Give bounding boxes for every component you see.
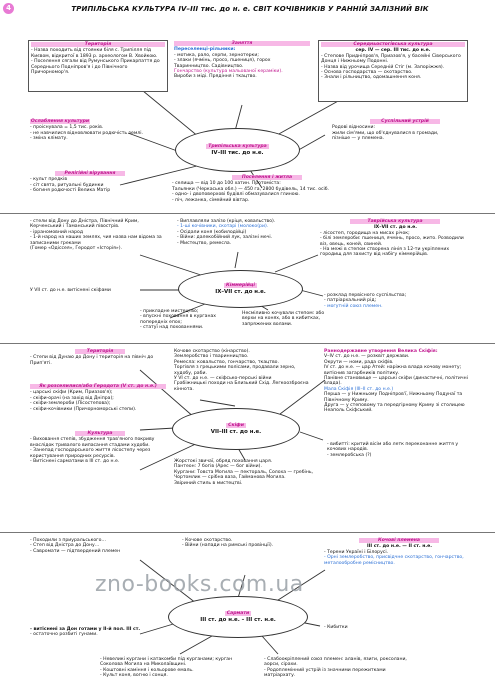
text-line: Родові відносини:: [332, 125, 376, 131]
text-line: - Занепад господарського життя лісостепу через користування природних ресурсів.: [30, 448, 151, 459]
text-line: - стели від Дону до Дністра, Північний Крим, Керченський і Таманський півострів.: [30, 219, 139, 230]
box-subheading: III ст. до н.е. — II ст. н.е.: [366, 544, 433, 550]
text-line: - білі землероби: пшениця, ячмінь, просо, жито. Розводили віз, овець, коней, свиней.: [320, 236, 464, 247]
box-heading: Як розселилися/або Геродота (V ст. до н.е.): [30, 384, 166, 389]
section-divider: [0, 213, 495, 214]
sarmatians-society-box: [262, 656, 412, 686]
page-number-badge: 4: [3, 3, 14, 14]
text-line: - Осідали коня (кобилодійці): [177, 229, 247, 235]
text-line: - богиня родючості Велика Матір: [30, 188, 111, 194]
sarmatians-burial-box: [98, 656, 243, 692]
text-line: - зміна клімату.: [30, 136, 68, 142]
text-line: - Орні землеробство, присвідчне скотарство, гончарство, металообробне ремісництво.: [324, 555, 464, 566]
text-line: - Кочове скотарство.: [182, 538, 233, 543]
text-line: - На межі в степом створена лінія з 12-ти укріплених городищ для захисту від набігу кіммерійців.: [320, 247, 450, 258]
text-line: - впускні поховання в курганах попередніх епох;: [140, 314, 217, 325]
node-period: VII–III ст. до н.е.: [210, 429, 262, 436]
text-line: - культ предків: [30, 177, 68, 183]
text-line: У VI ст. до н.е. — скіфсько-перські війни: [174, 376, 272, 382]
text-line: Жорстокі звичаї, обряд поховання царя.: [174, 459, 273, 464]
box-subheading: IX–VII ст. до н.е.: [373, 225, 418, 231]
text-line: - скіфи-землероби (Лісостепова);: [30, 401, 111, 407]
text-line: - витіснені за Дон готами у ІІ-й пол. ІІІ ст.: [30, 627, 141, 632]
text-line: Грабіжницькі походи на Близький Схід. Легкоозброєна кіннота.: [174, 381, 309, 392]
box-heading: Поселення і житла: [232, 175, 302, 180]
text-line: - проіснувала = 1,5 тис. років.: [30, 125, 104, 131]
text-line: IV ст. до н.е. — цар Атей: наріжна влада кочову монету; витіснив загарбників політику.: [324, 365, 462, 376]
trypillia-decline-box: [28, 118, 173, 148]
trypillia-social-box: [330, 118, 480, 148]
text-line: - лісостеп, городища на мисах річок;: [320, 230, 410, 236]
scythians-groups-box: [28, 383, 168, 423]
text-line: Несміливно кочували степом: або верхи на конях, або в кибитках, запряжених волами.: [242, 311, 325, 327]
trypillia-religion-box: [28, 170, 158, 205]
text-line: - піч, лежанка, сімейний вівтар.: [172, 197, 250, 203]
scythians-fall-box: [325, 441, 475, 465]
text-line: Гончарство (культура мальованої кераміки).: [174, 69, 283, 75]
text-line: - Родоплемінний устрій із значними пережитками матріархату.: [264, 667, 386, 679]
box-heading: Середньостогівська культура: [321, 42, 465, 47]
text-line: - Назва від урочища Середній Стіг (м. Запоріжжя).: [321, 64, 445, 70]
text-line: Переселенці-рільники:: [174, 47, 236, 53]
text-line: - одно- і двоповерхові будівлі обмазувалися глиною.: [172, 192, 300, 198]
node-period: IX–VII ст. до н.е.: [215, 289, 266, 296]
text-line: - 1-ші кочівники, скотарі (молоко(ри).: [177, 224, 269, 230]
node-heading: Скіфи: [228, 422, 244, 428]
text-line: - скіфи-орачі (на захід від Дніпра);: [30, 395, 114, 401]
text-line: - Степ від Дністра до Дону…: [30, 543, 100, 549]
scythians-economy-box: [172, 348, 317, 406]
zarubyntsi-box: [322, 537, 477, 577]
text-line: - Виховання степів, збудження трав'яного покриву внаслідок тривалого випасання стадами худоби.: [30, 437, 155, 448]
text-line: Перша — у Нижньому Подніпров'ї, Нижньому Подунаї та Північному Криму.: [324, 392, 463, 403]
watermark: zno-books.com.ua: [95, 572, 304, 597]
text-line: - царські скіфи (Крим, Приазов'я);: [30, 390, 113, 396]
text-line: - Терени Україні і Білорусі.: [324, 549, 389, 555]
text-line: У VII ст. до н.е. витіснені скіфами: [30, 288, 111, 293]
text-line: V–IV ст. до н.е. — розквіт держави.: [324, 354, 410, 360]
text-line: Землеробство і тваринництво.: [174, 354, 249, 360]
text-line: - землеробська (?): [327, 452, 372, 458]
node-period: III ст. до н.е. – III ст. н.е.: [200, 617, 276, 624]
cimmerians-expelled-box: [28, 287, 140, 297]
scythians-territory-box: [28, 348, 168, 366]
scythians-node: [172, 408, 300, 450]
box-heading: Раннодержавне утворення Велика Скіфія:: [324, 349, 438, 354]
trypillia-dwellings-box: [170, 174, 360, 209]
text-line: - Основа господарства — скотарство.: [321, 70, 413, 76]
text-line: - Поселення сягали від Румунського Прикарпаття до Середнього Подніпров'я і до Північного Причорномор'я.: [31, 59, 160, 76]
great-scythia-box: [322, 348, 477, 438]
text-line: - 1-й народ на наших землях, чия назва нам відома за записаними греками: [30, 235, 162, 246]
text-line: - Степове Придніпров'я, Приазов'я, у басейні Сіверського Донця і Нижньому Подонні.: [321, 53, 461, 65]
cimmerians-economy-box: [175, 218, 305, 258]
scythians-decline-box: [28, 430, 168, 488]
sarmatians-origin-box: [28, 537, 168, 565]
text-line: (Гомер «Одіссея», Геродот «Історія»).: [30, 246, 122, 252]
text-line: Панівне становище — царські скіфи (династичні, політичні влада).: [324, 376, 468, 387]
text-line: Тваринництво. Садівництво.: [174, 63, 244, 69]
text-line: - ірраномовний народ: [30, 229, 83, 235]
text-line: Мала Скіфія (ІІІ–ІІ ст. до н.е.): [324, 386, 394, 392]
text-line: - Кибитки: [324, 625, 348, 630]
trypillia-territory-box: [28, 40, 168, 92]
text-line: Друга — у степовому та передгірному Криму зі столицею Неаполь Скіфський.: [324, 403, 465, 414]
cimmerians-territory-box: [28, 218, 173, 260]
cimmerians-node: [178, 270, 303, 308]
trypillia-economy-box: [172, 40, 312, 100]
cimmerians-society-box: [322, 292, 472, 314]
text-line: Торгівля з грецькими полісами, продавали зерно, худобу, раби.: [174, 365, 296, 376]
chornolis-culture-box: [318, 218, 473, 274]
text-line: - Походили з приуральського…: [30, 538, 106, 543]
box-heading: Територія: [31, 42, 165, 47]
node-period: IV–III тис. до н.е.: [211, 150, 264, 157]
box-heading: Заняття: [174, 41, 310, 46]
box-subheading: сер. IV — сер. III тис. до н.е.: [355, 48, 431, 54]
text-line: - Культ коня, вогню і сонця.: [100, 673, 168, 679]
text-line: Пантеон: 7 богів (Арес — бог війни).: [174, 464, 262, 470]
text-line: Окрути — номи, рада скіфів.: [324, 359, 394, 365]
text-line: - не навчилися відновлювати родючість землі.: [30, 130, 143, 136]
text-line: жили сім'ями, що об'єднувалися в громади,: [332, 130, 439, 136]
text-line: - Степи від Дунаю до Дону і територія на північ до Прип'яті.: [30, 355, 154, 366]
text-line: - Мистецтво, ремесла.: [177, 240, 232, 246]
text-line: - Савромати — підтвердений племен: [30, 548, 121, 554]
sarmatians-economy-box: [180, 537, 320, 557]
text-line: - вибитті: критий вісім або летк переконанне життя у кочових народів.: [327, 442, 459, 453]
section-divider: [0, 343, 495, 344]
text-line: Кочове скотарство (кінарство).: [174, 349, 250, 354]
text-line: - Витіснені сарматами в ІІІ ст. до н.е.: [30, 459, 120, 465]
text-line: - розклад первісного суспільства;: [324, 293, 407, 298]
text-line: - прикладне мистецтво;: [140, 309, 199, 314]
text-line: - скіфи-кочівники (Причорноморські степи).: [30, 406, 137, 412]
text-line: - сіт свята, ритуальні будинки: [30, 182, 104, 188]
text-line: - остаточно розбиті гунами.: [30, 632, 98, 638]
cimmerians-nomadism-box: [240, 310, 335, 336]
sarmatians-decline-box: [28, 626, 168, 644]
section-divider: [0, 532, 495, 533]
text-line: Тальянки (Черкаська обл.) — 450 га, 2800 будівель, 14 тис. осіб.: [172, 186, 330, 192]
page-title: ТРИПІЛЬСЬКА КУЛЬТУРА IV–III тис. до н. е. СВІТ КОЧІВНИКІВ У РАННІЙ ЗАЛІЗНИЙ ВІК: [71, 5, 429, 13]
box-heading: Ослаблення культури: [30, 119, 90, 124]
text-line: - Війни: далекобійний лук, залізні мечі.: [177, 235, 273, 241]
trypillia-culture-node: [175, 128, 300, 172]
text-line: - селища — від 10 до 100 хатин. Протоміста:: [172, 181, 281, 187]
text-line: - злаки (ячмінь, просо, пшениця), горох: [174, 58, 271, 64]
text-line: - могутній союз племен.: [324, 303, 383, 309]
box-heading: Таврійська культура: [350, 219, 440, 224]
sarmatians-node: [168, 596, 308, 638]
text-line: - Знали і рільництво, одомашнення коня.: [321, 75, 422, 81]
text-line: - Війни (напади на римські провінції).: [182, 543, 274, 549]
text-line: - статуї над похованнями.: [140, 325, 204, 331]
text-line: пізніше — у племена.: [332, 136, 385, 142]
text-line: - патріархальний рід;: [324, 298, 377, 304]
text-line: - Коштовні каміння і кольорове емаль.: [100, 667, 194, 673]
node-heading: Кіммерійці: [225, 282, 256, 288]
cimmerians-culture-box: [138, 308, 233, 338]
text-line: - Виплавляли залізо (кріця, ковальство).: [177, 219, 276, 224]
box-heading: Культура: [75, 431, 125, 436]
box-heading: Релігійні вірування: [55, 171, 125, 176]
box-heading: Територія: [75, 349, 125, 354]
text-line: Звіриний стиль в мистецтві.: [174, 480, 243, 486]
sarmatians-dwellings-box: [322, 624, 382, 634]
text-line: Вироби з міді. Прядіння і ткацтво.: [174, 74, 257, 80]
node-heading: Трипільська культура: [208, 143, 267, 149]
node-heading: Сармати: [226, 610, 250, 616]
text-line: - Назва походить від стоянки біля с. Трипілля під Києвом, відкритої в 1893 р. археологом В. Хвойкою.: [31, 48, 158, 59]
box-heading: Кочові племена: [359, 538, 439, 543]
scythians-religion-box: [172, 458, 322, 504]
text-line: Ремесла: ковальство, гончарство, ткацтво.: [174, 359, 279, 365]
serednii-stih-box: [318, 40, 468, 102]
text-line: - мотика, рало, серпи, зернотерки;: [174, 52, 259, 58]
text-line: - Слабоокріплений союз племен: аланів, язиги, роксолани, аорси, сірахи.: [264, 657, 407, 668]
text-line: - Невеликі кургани і катакомби під курганами; курган Соколова Могила на Миколаївщині.: [100, 657, 233, 668]
text-line: Кургани: Товста Могила — пектораль, Солоха — гребінь, Чортомлик — срібна ваза, Гайманова Могила.: [174, 469, 313, 481]
box-heading: Суспільний устрій: [370, 119, 440, 124]
